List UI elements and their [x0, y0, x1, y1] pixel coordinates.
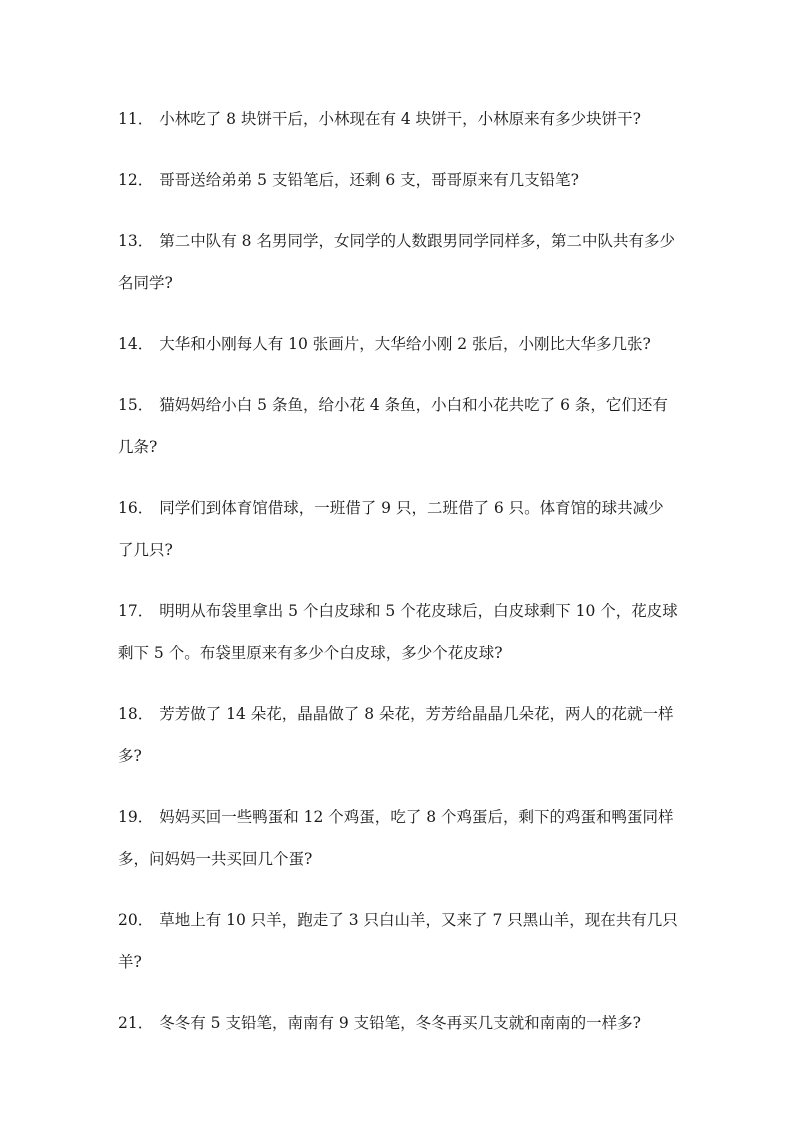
problem-number: 14． [118, 335, 154, 353]
problem-number: 15． [118, 396, 154, 414]
problem-text: 哥哥送给弟弟 5 支铅笔后，还剩 6 支，哥哥原来有几支铅笔? [159, 171, 579, 189]
problem-number: 11． [118, 110, 154, 128]
problem-12 [118, 159, 678, 201]
problem-13 [118, 220, 678, 304]
problem-text: 猫妈妈给小白 5 条鱼，给小花 4 条鱼，小白和小花共吃了 6 条，它们还有几条? [118, 396, 668, 456]
problem-number: 13． [118, 232, 154, 250]
problem-number: 17． [118, 602, 154, 620]
problem-11 [118, 98, 678, 140]
problem-14 [118, 323, 678, 365]
problem-number: 19． [118, 808, 154, 826]
problem-text: 第二中队有 8 名男同学，女同学的人数跟男同学同样多，第二中队共有多少名同学? [118, 232, 675, 292]
problem-16 [118, 487, 678, 571]
problem-text: 芳芳做了 14 朵花，晶晶做了 8 朵花，芳芳给晶晶几朵花，两人的花就一样多? [118, 705, 674, 765]
problem-number: 20． [118, 911, 154, 929]
problem-text: 冬冬有 5 支铅笔，南南有 9 支铅笔，冬冬再买几支就和南南的一样多? [159, 1014, 641, 1032]
problem-20 [118, 899, 678, 983]
problem-number: 16． [118, 499, 154, 517]
problem-text: 妈妈买回一些鸭蛋和 12 个鸡蛋，吃了 8 个鸡蛋后，剩下的鸡蛋和鸭蛋同样多，问妈妈一共买回几个蛋? [118, 808, 674, 868]
problem-19 [118, 796, 678, 880]
problem-number: 18． [118, 705, 154, 723]
problem-15 [118, 384, 678, 468]
problem-list [118, 98, 678, 1063]
problem-text: 明明从布袋里拿出 5 个白皮球和 5 个花皮球后，白皮球剩下 10 个，花皮球剩下 5 个。布袋里原来有多少个白皮球，多少个花皮球? [118, 602, 678, 662]
problem-text: 同学们到体育馆借球，一班借了 9 只，二班借了 6 只。体育馆的球共减少了几只? [118, 499, 664, 559]
problem-21 [118, 1002, 678, 1044]
problem-text: 大华和小刚每人有 10 张画片，大华给小刚 2 张后，小刚比大华多几张? [159, 335, 651, 353]
problem-text: 草地上有 10 只羊，跑走了 3 只白山羊，又来了 7 只黑山羊，现在共有几只羊? [118, 911, 678, 971]
problem-number: 21． [118, 1014, 154, 1032]
problem-number: 12． [118, 171, 154, 189]
problem-17 [118, 590, 678, 674]
problem-18 [118, 693, 678, 777]
problem-text: 小林吃了 8 块饼干后，小林现在有 4 块饼干，小林原来有多少块饼干? [159, 110, 641, 128]
